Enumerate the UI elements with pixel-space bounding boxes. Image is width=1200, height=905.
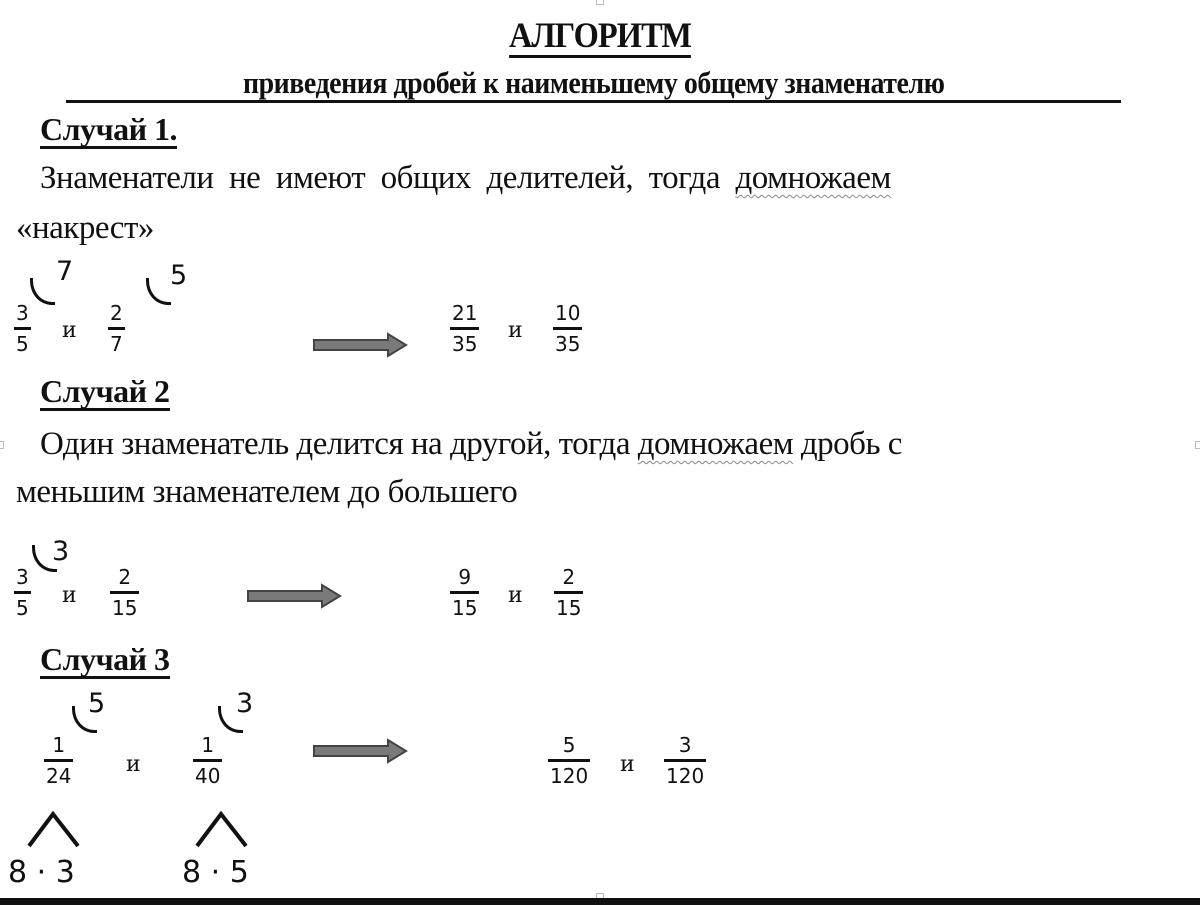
factorization: 8 · 5 <box>182 855 249 890</box>
fraction-bar <box>450 591 479 594</box>
fraction-bar <box>14 591 31 594</box>
multiplier: 5 <box>88 688 106 719</box>
right-arrow-icon <box>246 583 342 609</box>
fraction <box>450 566 479 619</box>
fraction-bar <box>450 327 479 330</box>
fraction-bar <box>110 591 139 594</box>
denominator: 7 <box>110 332 123 356</box>
fraction <box>548 734 590 787</box>
resize-handle-left[interactable] <box>0 441 4 449</box>
conjunction: и <box>126 752 141 777</box>
conjunction: и <box>508 318 523 343</box>
case-2-text-after: дробь с <box>793 426 902 462</box>
cross-multiply-hook-icon <box>146 278 171 305</box>
case-3-heading: Случай 3 <box>40 641 170 677</box>
document-title <box>60 14 1140 56</box>
multiplier: 5 <box>170 260 188 291</box>
fraction <box>108 302 125 355</box>
denominator: 5 <box>16 596 29 620</box>
numerator: 5 <box>562 733 576 757</box>
factor-split-caret-icon <box>26 810 82 848</box>
fraction <box>553 302 582 355</box>
fraction <box>450 302 479 355</box>
numerator: 2 <box>562 565 576 589</box>
numerator: 9 <box>458 565 472 589</box>
numerator: 3 <box>16 565 29 589</box>
conjunction: и <box>62 583 77 608</box>
case-1-description-line-2: «накрест» <box>16 210 154 246</box>
numerator: 1 <box>52 733 66 757</box>
multiplier: 7 <box>56 256 74 287</box>
fraction-bar <box>554 591 583 594</box>
denominator: 15 <box>556 596 582 620</box>
numerator: 1 <box>201 733 215 757</box>
denominator: 5 <box>16 332 29 356</box>
fraction <box>193 734 222 787</box>
numerator: 2 <box>110 301 123 325</box>
denominator: 120 <box>550 764 589 788</box>
case-2-text: Один знаменатель делится на другой, тогда <box>40 426 638 462</box>
conjunction: и <box>62 318 77 343</box>
bottom-border <box>0 898 1200 905</box>
numerator: 3 <box>16 301 29 325</box>
denominator: 24 <box>46 764 72 788</box>
numerator: 3 <box>678 733 692 757</box>
case-1-heading: Случай 1. <box>40 111 178 147</box>
numerator: 21 <box>452 301 478 325</box>
fraction-bar <box>548 759 590 762</box>
conjunction: и <box>508 583 523 608</box>
fraction-bar <box>108 327 125 330</box>
right-arrow-icon <box>312 738 408 764</box>
fraction-bar <box>553 327 582 330</box>
fraction-bar <box>664 759 706 762</box>
right-arrow-icon <box>312 332 408 358</box>
case-1-text: Знаменатели не имеют общих делителей, тогда <box>40 160 736 196</box>
fraction <box>14 302 31 355</box>
case-2-description-line-1 <box>40 418 902 470</box>
document-subtitle-text: приведения дробей к наименьшему общему знаменателю <box>242 65 945 100</box>
fraction <box>554 566 583 619</box>
spellcheck-marked-word[interactable]: домножаем <box>637 426 794 462</box>
numerator: 10 <box>555 301 581 325</box>
cross-multiply-hook-icon <box>30 278 55 305</box>
fraction-bar <box>193 759 222 762</box>
fraction <box>44 734 73 787</box>
case-2-heading: Случай 2 <box>40 373 170 409</box>
denominator: 15 <box>112 596 138 620</box>
denominator: 35 <box>555 332 581 356</box>
factor-split-caret-icon <box>194 810 250 848</box>
spellcheck-marked-word[interactable]: домножаем <box>735 160 891 196</box>
fraction-bar <box>14 327 31 330</box>
denominator: 15 <box>452 596 478 620</box>
fraction-bar <box>44 759 73 762</box>
denominator: 40 <box>195 764 221 788</box>
numerator: 2 <box>118 565 132 589</box>
document-title-text: АЛГОРИТМ <box>509 15 691 58</box>
conjunction: и <box>620 752 635 777</box>
case-1-description-line-1 <box>40 152 891 204</box>
fraction <box>664 734 706 787</box>
resize-handle-top[interactable] <box>596 0 604 5</box>
fraction <box>110 566 139 619</box>
denominator: 35 <box>452 332 478 356</box>
fraction <box>14 566 31 619</box>
multiplier: 3 <box>236 688 254 719</box>
case-2-description-line-2: меньшим знаменателем до большего <box>16 474 518 510</box>
document-subtitle <box>66 66 1121 103</box>
multiplier: 3 <box>52 536 70 567</box>
factorization: 8 · 3 <box>8 855 75 890</box>
denominator: 120 <box>666 764 705 788</box>
resize-handle-right[interactable] <box>1195 441 1200 449</box>
